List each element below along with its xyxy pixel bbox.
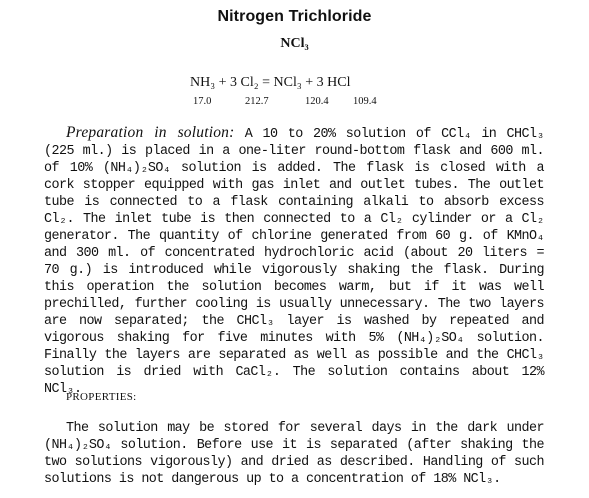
page-title: Nitrogen Trichloride <box>217 8 372 25</box>
molar-mass-nh3: 17.0 <box>193 96 212 107</box>
molar-mass-cl2: 212.7 <box>245 96 269 107</box>
properties-heading: PROPERTIES: <box>66 391 137 403</box>
molar-mass-hcl: 109.4 <box>353 96 377 107</box>
preparation-text: A 10 to 20% solution of CCl₄ in CHCl₃ (225 ml.) is placed in a one-liter round-bottom flask and 600 ml. of 10% (NH₄)₂SO₄ solution is added. The flask is closed with a cork stopper equipped with gas inlet and outlet tubes. The outlet tube is connected to a flask containing alkali to absorb excess Cl₂. The inlet tube is then connected to a Cl₂ cylinder or a Cl₂ generator. The quantity of chlorine generated from 60 g. of KMnO₄ and 300 ml. of concentrated hydrochloric acid (about 20 liters = 70 g.) is introduced while vigorously shaking the flask. During this operation the solution becomes warm, but if it was well prechilled, further cooling is usually unnecessary. The two layers are now separated; the CHCl₃ layer is washed by repeated and vigorous shaking for five minutes with 5% (NH₄)₂SO₄ solution. Finally the layers are separated as well as possible and the CHCl₃ solution is dried with CaCl₂. The solution contains about 12% NCl₃. <box>44 127 544 397</box>
preparation-lead: Preparation in solution: <box>66 124 235 141</box>
preparation-paragraph <box>44 124 544 398</box>
molar-mass-ncl3: 120.4 <box>305 96 329 107</box>
chemical-formula: NCl₃ <box>280 36 309 51</box>
reaction-equation: NH₃ + 3 Cl₂ = NCl₃ + 3 HCl <box>190 75 351 90</box>
properties-paragraph: The solution may be stored for several days in the dark under (NH₄)₂SO₄ solution. Before use it is separated (after shaking the two solutions vigorously) and dried as described. Handling of such solutions is not dangerous up to a concentration of 18% NCl₃. <box>44 421 544 487</box>
